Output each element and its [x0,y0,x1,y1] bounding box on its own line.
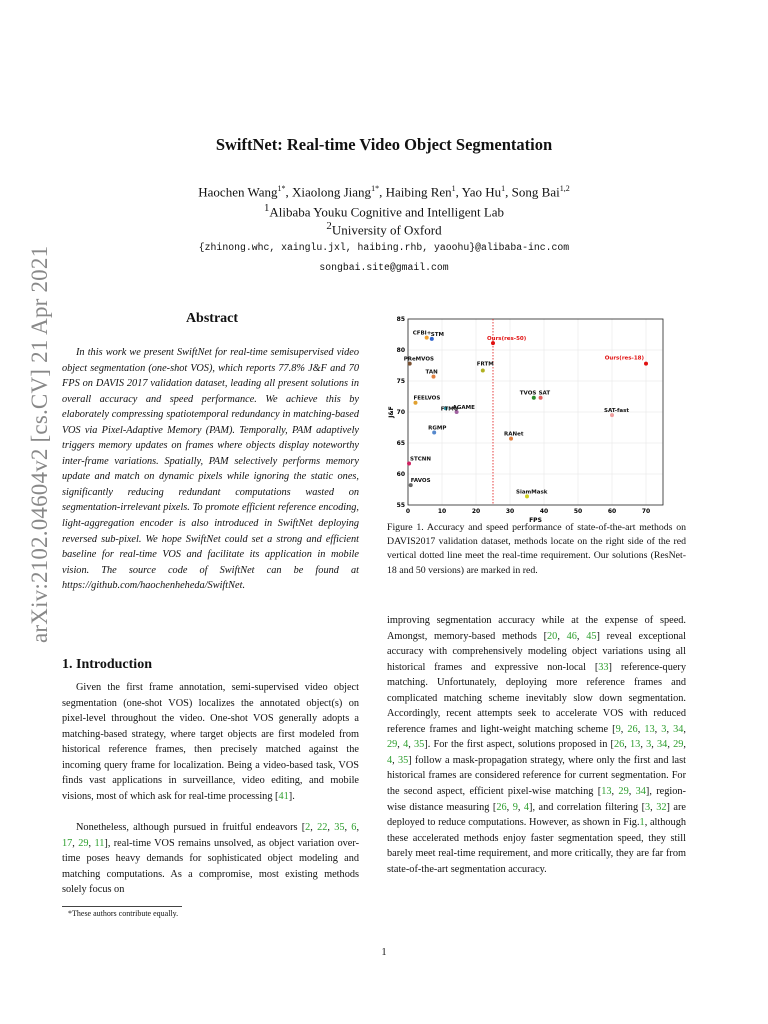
footnote: *These authors contribute equally. [68,909,179,918]
citation-link[interactable]: 17 [62,837,73,849]
author-email-2: songbai.site@gmail.com [319,262,449,273]
x-tick-label: 40 [539,508,549,515]
point-label: RANet [504,431,524,438]
citation-link[interactable]: 33 [598,661,609,673]
y-tick-label: 70 [396,409,405,416]
citation-link[interactable]: 6 [351,822,357,833]
x-tick-label: 30 [505,508,515,515]
citation-link[interactable]: 3 [646,739,652,751]
citation-link[interactable]: 3 [661,723,667,735]
citation-link[interactable]: 34 [635,786,646,798]
author-affiliation-sup: 1,2 [559,184,570,193]
x-axis-label: FPS [529,517,542,524]
author-affiliation-sup: 1 [451,184,456,193]
citation-link[interactable]: 35 [397,754,409,766]
point-label: TVOS [519,390,537,397]
page-number: 1 [381,947,387,958]
citation-link[interactable]: 26 [496,801,507,813]
citation-link[interactable]: 35 [334,822,345,833]
x-tick-label: 60 [607,508,617,515]
x-tick-label: 0 [405,508,411,515]
x-tick-label: 70 [641,508,651,515]
citation-link[interactable]: 20 [547,630,558,642]
citation-link[interactable]: 41 [278,790,289,802]
author-emails: {zhinong.whc, xainglu.jxl, haibing.rhb, yaoohu}@alibaba-inc.com [198,242,570,253]
citation-link[interactable]: 34 [673,723,684,735]
intro-paragraph-1: Given the first frame annotation, semi-supervised video object segmentation (one-shot VOS) localizes the annotated object(s) on pixel-level throughout the video. One-shot VOS generally adopts a matching-based strategy, where target objects are first modeled from historical reference frames, then precisely matched against the incoming query frame for localization. Being a video-based task, VOS finds vast applications in surveillance, video editing, and mobile visions, most of which ask for real-time processing [41]. [62,682,359,802]
accuracy-speed-scatter-chart [387,313,686,525]
citation-link[interactable]: 13 [601,786,612,798]
citation-link[interactable]: 32 [656,801,667,813]
affiliation-2-sup: 2 [326,220,332,232]
affiliation-2 [0,220,768,238]
x-tick-label: 20 [471,508,481,515]
point-label: STM [430,331,444,338]
point-label: AGAME [452,405,475,411]
y-tick-label: 80 [396,347,405,354]
figure-1-caption: Figure 1. Accuracy and speed performance of state-of-the-art methods on DAVIS2017 validation dataset, methods locate on the right side of the red vertical dotted line meet the real-time requirement. Our solutions (ResNet-18 and 50 versions) are marked in red. [387,522,686,576]
y-tick-label: 65 [396,440,405,447]
citation-link[interactable]: 1 [639,817,645,829]
citation-link[interactable]: 34 [657,739,668,751]
point-label: Ours(res-50) [487,336,527,343]
point-label: FRTM [476,361,494,368]
citation-link[interactable]: 29 [78,837,89,849]
data-point [481,368,485,372]
author-affiliation-sup: 1* [277,184,286,193]
author-name: Song Bai [511,184,560,200]
footnote-divider [62,906,182,907]
citation-link[interactable]: 26 [613,739,625,751]
y-tick-label: 85 [396,316,405,323]
citation-link[interactable]: 22 [317,822,328,833]
point-label: CFBI+ [412,330,432,337]
affiliation-1 [0,202,768,220]
citation-link[interactable]: 2 [305,822,311,833]
citation-link[interactable]: 29 [387,739,398,751]
citation-link[interactable]: 45 [586,630,597,642]
citation-link[interactable]: 4 [403,739,409,751]
citation-link[interactable]: 29 [618,786,629,798]
citation-link[interactable]: 46 [566,630,577,642]
point-label: TAN [425,369,438,376]
citation-link[interactable]: 3 [645,801,651,813]
affiliation-1-text: Alibaba Youku Cognitive and Intelligent Lab [269,204,505,220]
point-label: SiamMask [516,489,548,496]
author-name: Xiaolong Jiang [291,184,372,200]
author-name: Haochen Wang [198,184,278,200]
x-tick-label: 50 [573,508,583,515]
citation-link[interactable]: 9 [615,723,621,735]
author-affiliation-sup: 1 [501,184,506,193]
section-heading-introduction: 1. Introduction [62,657,152,672]
intro-paragraph-2: Nonetheless, although pursued in fruitful endeavors [2, 22, 35, 6, 17, 29, 11], real-time VOS remains unsolved, as object variation over-time poses heavy demands for sophisticated object modeling and matching computations. As a compromise, most existing methods solely focus on [62,822,360,896]
citation-link[interactable]: 11 [94,837,105,849]
y-axis-label: J&F [388,406,395,418]
arxiv-stamp: arXiv:2102.04604v2 [cs.CV] 21 Apr 2021 [27,245,52,643]
affiliation-2-text: University of Oxford [331,222,442,238]
author-list: Haochen Wang$^{1*}$, Xiaolong Jiang$^{1*}$, Haibing Ren$^1$, Yao Hu$^1$, Song Bai$^{1,2}$ [198,184,570,200]
citation-link[interactable]: 4 [523,801,530,813]
x-tick-label: 10 [437,508,447,515]
citation-link[interactable]: 35 [413,739,425,751]
citation-link[interactable]: 26 [627,723,638,735]
y-tick-label: 55 [396,502,405,509]
citation-link[interactable]: 9 [512,801,518,813]
point-label: FTMU [440,406,459,413]
affiliation-1-sup: 1 [263,202,270,214]
y-tick-label: 75 [396,378,405,385]
data-point [644,362,648,366]
point-label: STCNN [410,456,431,463]
citation-link[interactable]: 4 [387,754,393,766]
abstract-heading: Abstract [185,311,239,326]
point-label: PReMVOS [403,356,434,363]
author-affiliation-sup: 1* [371,184,380,193]
point-label: RGMP [428,425,447,432]
point-label: Ours(res-18) [604,355,644,362]
y-tick-label: 60 [396,471,405,478]
citation-link[interactable]: 13 [644,723,655,735]
citation-link[interactable]: 29 [673,739,684,751]
citation-link[interactable]: 13 [630,739,641,751]
point-label: SAT [538,390,551,397]
figure-1 [387,313,686,525]
point-label: FAVOS [410,478,431,485]
abstract-body: In this work we present SwiftNet for real-time semisupervised video object segmentation (one-shot VOS), which reports 77.8% J&F and 70 FPS on DAVIS 2017 validation dataset, leading all present solutions in overall accuracy and speed performance. We achieve this by elaborately compressing spatiotemporal redundancy in matching-based VOS via Pixel-Adaptive Memory (PAM). Temporally, PAM adaptively triggers memory updates on frames where objects display noteworthy inter-frame variations. Spatially, PAM selectively performs memory update and match on dynamic pixels while ignoring the static ones, significantly reducing redundant computations wasted on segmentation-irrelevant pixels. To promote efficient reference encoding, light-aggregation encoder is also introduced in SwiftNet deploying reversed sub-pixel. We hope SwiftNet could set a strong and efficient baseline for real-time VOS and facilitate its application in mobile vision. The source code of SwiftNet can be found at https://github.com/haochenheheda/SwiftNet. [62,347,359,592]
right-column-paragraph: improving segmentation accuracy while at the expense of speed. Amongst, memory-based methods [20, 46, 45] reveal exceptional accuracy with comprehensively modeling object variations using all historical frames and expressive non-local [33] reference-query matching. Unfortunately, deploying more reference frames and complicated matching scheme inevitably slow down segmentation. Accordingly, recent attempts seek to accelerate VOS with reduced reference frames and light-weight matching scheme [9, 26, 13, 3, 34, 29, 4, 35]. For the first aspect, solutions proposed in [26, 13, 3, 34, 29, 4, 35] follow a mask-propagation strategy, where only the first and last historical frames are considered reference for current segmentation. For the second aspect, efficient pixel-wise matching [13, 29, 34], region-wise distance measuring [26, 9, 4], and correlation filtering [3, 32] are deployed to reduce computations. However, as shown in Fig.1, although these accelerated methods enjoy faster segmentation speed, they still barely meet real-time requirement, and more critically, they are far from state-of-the-art segmentation accuracy. [387,615,686,875]
author-name: Haibing Ren [385,184,452,200]
author-name: Yao Hu [461,184,502,200]
point-label: FEELVOS [413,395,441,402]
paper-title: SwiftNet: Real-time Video Object Segmentation [215,135,553,154]
point-label: SAT-fast [604,408,630,415]
